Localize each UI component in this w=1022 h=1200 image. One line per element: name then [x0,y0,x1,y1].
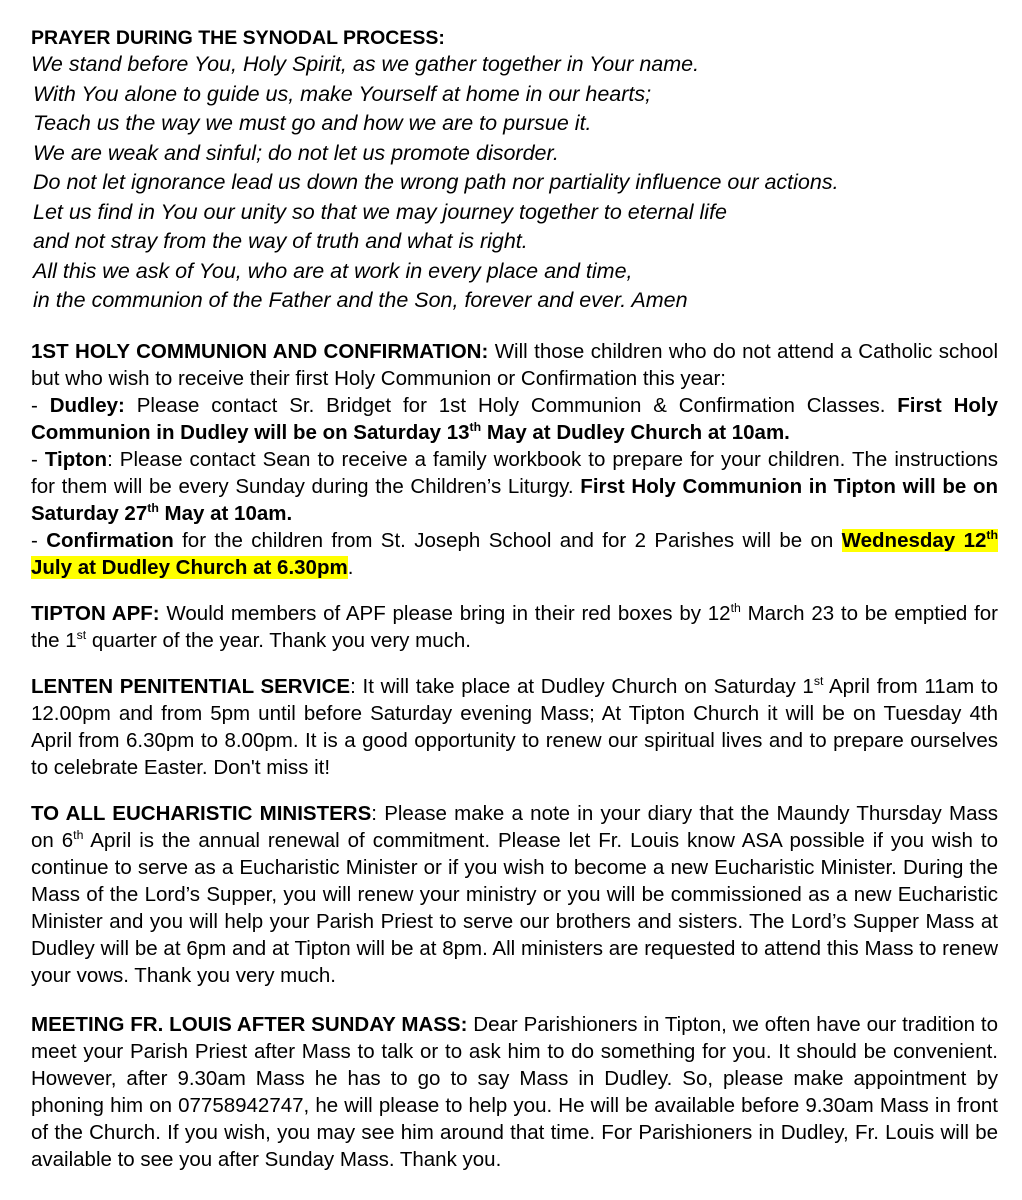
tipton-date-part: First Holy Communion in Tipton will be on Saturday 27 [31,474,998,525]
ministers-text: : Please make a note in your diary that the Maundy Thursday Mass on 6 [31,801,998,852]
apf-text: quarter of the year. Thank you very much. [86,628,471,652]
lenten-heading: LENTEN PENITENTIAL SERVICE [31,674,351,698]
confirmation-label: Confirmation [46,528,174,552]
prayer-line: and not stray from the way of truth and what is right. [33,229,528,253]
tipton-date-part: May at 10am. [158,501,293,525]
item-dash: - [31,528,47,552]
lenten-text: : It will take place at Dudley Church on Saturday 1 [350,674,814,698]
prayer-title: PRAYER DURING THE SYNODAL PROCESS: [31,27,445,49]
meeting-heading: MEETING FR. LOUIS AFTER SUNDAY MASS: [31,1012,468,1036]
ordinal-suffix: th [73,827,84,842]
dudley-text: Please contact Sr. Bridget for 1st Holy Communion & Confirmation Classes. [124,393,898,417]
apf-text: Would members of APF please bring in their red boxes by 12 [159,601,731,625]
confirmation-end: . [347,555,354,579]
item-dash: - [31,393,50,417]
ordinal-suffix: st [76,627,87,642]
prayer-line: Do not let ignorance lead us down the wrong path nor partiality influence our actions. [33,170,839,194]
lenten-service-notice [31,673,998,781]
prayer-line: in the communion of the Father and the Son, forever and ever. Amen [33,288,688,312]
dudley-date-part: May at Dudley Church at 10am. [481,420,790,444]
prayer-line: Let us find in You our unity so that we may journey together to eternal life [33,199,727,224]
ordinal-suffix: th [469,419,482,434]
lenten-paragraph [31,673,998,781]
ordinal-suffix: th [147,500,159,515]
apf-heading: TIPTON APF: [31,601,160,625]
dudley-item [31,392,998,446]
apf-paragraph [31,600,998,654]
prayer-line: We are weak and sinful; do not let us promote disorder. [33,140,559,165]
tipton-text: : Please contact Sean to receive a family workbook to prepare for your children. The instructions for them will be every Sunday during the Children’s Liturgy. [31,447,999,498]
ministers-heading: TO ALL EUCHARISTIC MINISTERS [31,801,372,825]
ordinal-suffix: st [813,673,824,688]
dudley-date-part: First Holy Communion in Dudley will be on Saturday 13 [31,393,998,444]
lenten-text: April from 11am to 12.00pm and from 5pm until before Saturday evening Mass; At Tipton Church it will be on Tuesday 4th April from 6.30pm to 8.00pm. It is a good opportunity to renew our spiritual lives and to prepare ourselves to celebrate Easter. Don't miss it! [31,674,998,779]
meeting-fr-louis-notice [31,1011,998,1173]
confirmation-item [31,527,998,581]
communion-confirmation-notice [31,338,998,581]
tipton-apf-notice [31,600,998,654]
ministers-text: April is the annual renewal of commitment. Please let Fr. Louis know ASA possible if you wish to continue to serve as a Eucharistic Minister or if you wish to become a new Eucharistic Minister. During the Mass of the Lord’s Supper, you will renew your ministry or you will be commissioned as a new Eucharistic Minister and you will help your Parish Priest to serve our brothers and sisters. The Lord’s Supper Mass at Dudley will be at 6pm and at Tipton will be at 8pm. All ministers are requested to attend this Mass to renew your vows. Thank you very much. [31,828,998,987]
item-dash: - [31,447,45,471]
ordinal-suffix: th [986,527,998,542]
meeting-paragraph [31,1011,998,1173]
prayer-line: We stand before You, Holy Spirit, as we gather together in Your name. [31,52,700,76]
prayer-line: All this we ask of You, who are at work in every place and time, [33,258,633,283]
apf-text: March 23 to be emptied for the 1 [31,601,998,652]
synodal-prayer [31,26,998,316]
communion-intro-text: Will those children who do not attend a Catholic school but who wish to receive their first Holy Communion or Confirmation this year: [31,339,999,390]
ministers-paragraph [31,800,998,989]
eucharistic-ministers-notice [31,800,998,989]
tipton-label: Tipton [44,447,108,471]
newsletter-page [31,26,998,1192]
tipton-item [31,446,998,527]
ordinal-suffix: th [730,600,741,615]
meeting-text: Dear Parishioners in Tipton, we often have our tradition to meet your Parish Priest after Mass to talk or to ask him to do something for you. It should be convenient. However, after 9.30am Mass he has to go to say Mass in Dudley. So, please make appointment by phoning him on 07758942747, he will please to help you. He will be available before 9.30am Mass in front of the Church. If you wish, you may see him around that time. For Parishioners in Dudley, Fr. Louis will be available to see you after Sunday Mass. Thank you. [31,1012,998,1171]
prayer-line: With You alone to guide us, make Yourself at home in our hearts; [33,81,652,106]
confirmation-text: for the children from St. Joseph School and for 2 Parishes will be on [173,528,842,552]
confirmation-date-part: Wednesday 12 [841,528,987,552]
confirmation-date-part: July at Dudley Church at 6.30pm [31,555,348,579]
dudley-label: Dudley: [49,393,125,417]
communion-heading: 1ST HOLY COMMUNION AND CONFIRMATION: [31,339,489,363]
prayer-line: Teach us the way we must go and how we are to pursue it. [33,111,592,135]
communion-intro [31,338,998,392]
